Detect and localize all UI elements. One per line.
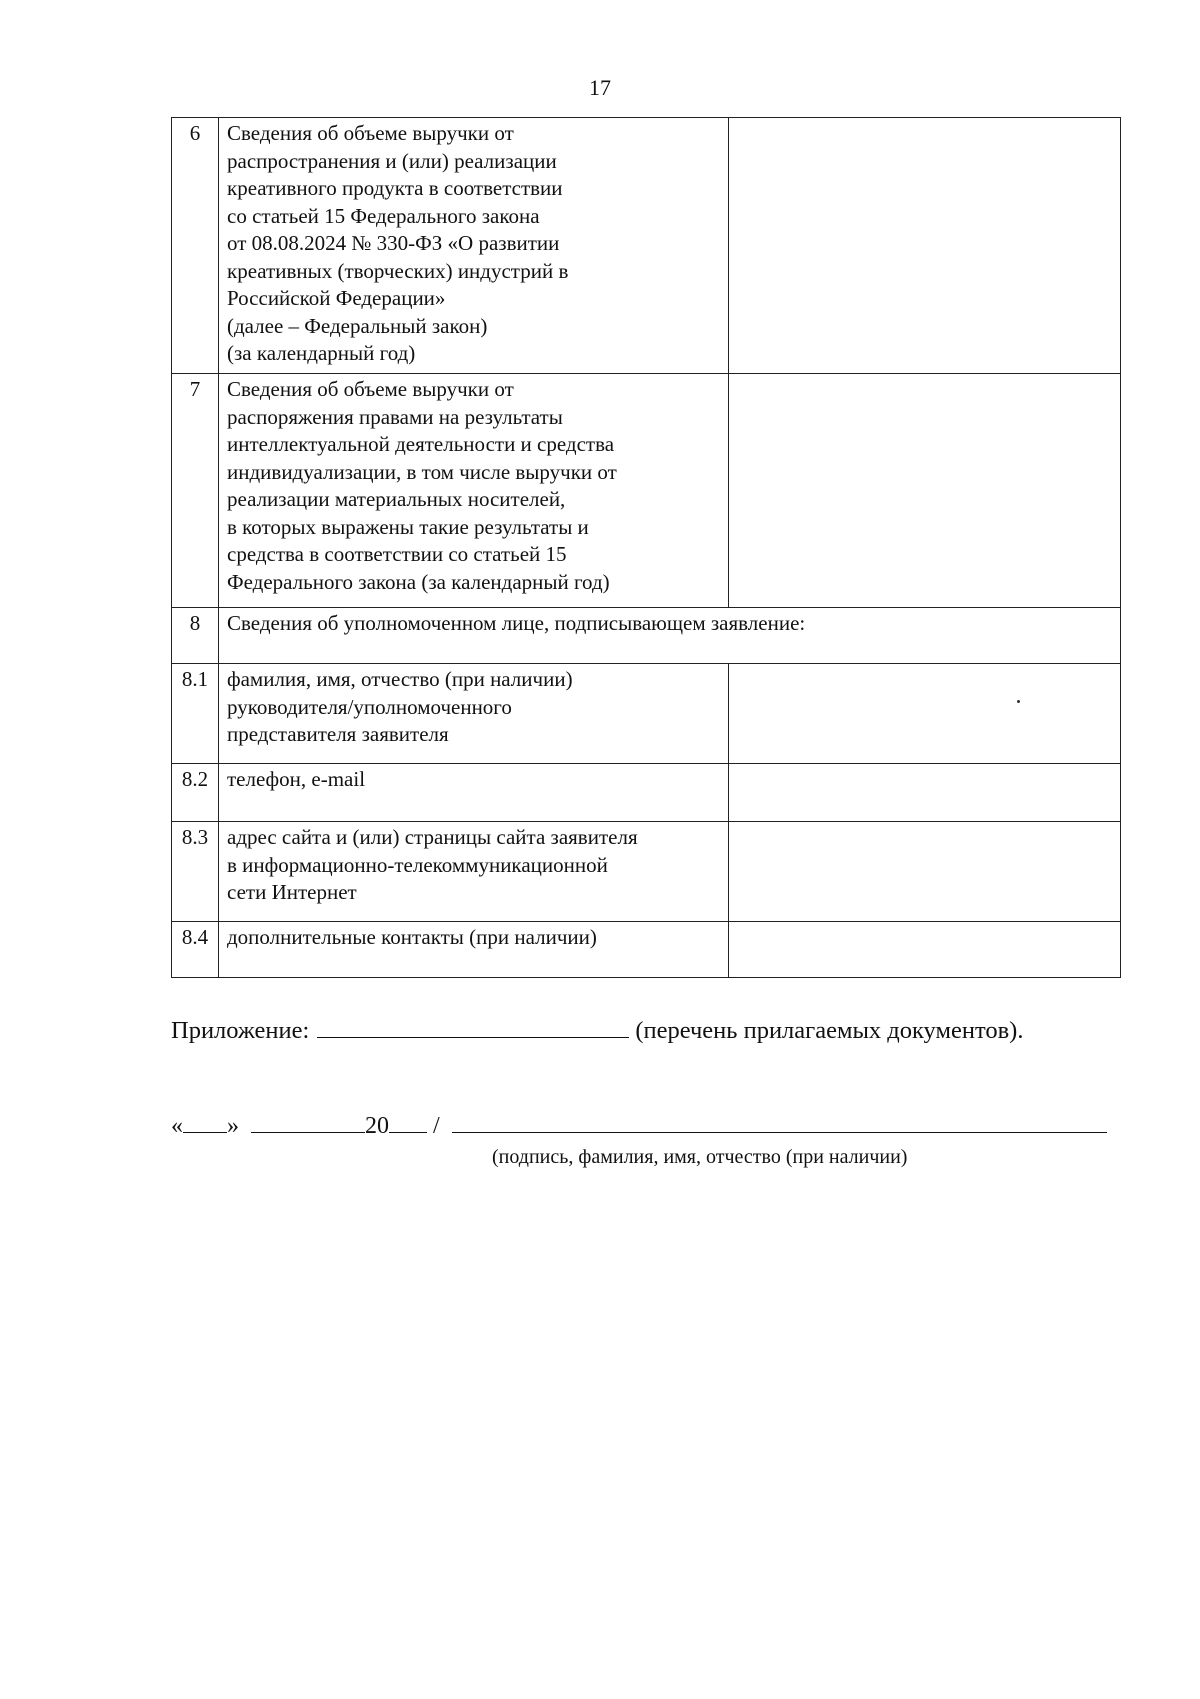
row-number: 6 bbox=[172, 118, 219, 374]
row-number: 8 bbox=[172, 608, 219, 664]
date-signature-line bbox=[171, 1110, 1131, 1141]
appendix-note: (перечень прилагаемых документов). bbox=[635, 1017, 1024, 1044]
appendix-line bbox=[171, 1013, 1131, 1047]
table-row-8-1 bbox=[172, 664, 1121, 764]
row-value-cell[interactable] bbox=[729, 118, 1121, 374]
row-value-cell[interactable] bbox=[729, 922, 1121, 978]
page-number: 17 bbox=[589, 75, 611, 100]
table-row-6 bbox=[172, 118, 1121, 374]
application-form-table bbox=[171, 117, 1121, 978]
table-row-8-2 bbox=[172, 764, 1121, 822]
stray-dot bbox=[1017, 700, 1020, 703]
close-quote: » bbox=[227, 1113, 239, 1139]
table-row-8-4 bbox=[172, 922, 1121, 978]
row-label: телефон, e-mail bbox=[219, 764, 729, 822]
year-blank-field[interactable] bbox=[389, 1110, 427, 1133]
table-row-8 bbox=[172, 608, 1121, 664]
row-value-cell[interactable] bbox=[729, 822, 1121, 922]
row-number: 8.1 bbox=[172, 664, 219, 764]
open-quote: « bbox=[171, 1113, 183, 1139]
slash-separator: / bbox=[433, 1113, 440, 1139]
row-value-cell[interactable] bbox=[729, 374, 1121, 608]
year-prefix: 20 bbox=[365, 1113, 389, 1139]
row-label: адрес сайта и (или) страницы сайта заявителя в информационно-телекоммуникационной сети Интернет bbox=[219, 822, 729, 922]
day-blank-field[interactable] bbox=[183, 1110, 227, 1133]
row-number: 8.2 bbox=[172, 764, 219, 822]
table-row-7 bbox=[172, 374, 1121, 608]
row-label: Сведения об объеме выручки от распространения и (или) реализации креативного продукта в соответствии со статьей 15 Федерального закона от 08.08.2024 № 330-ФЗ «О развитии креативных (творческих) индустрий в Российской Федерации» (далее – Федеральный закон) (за календарный год) bbox=[219, 118, 729, 374]
month-blank-field[interactable] bbox=[251, 1110, 365, 1133]
row-label: Сведения об объеме выручки от распоряжения правами на результаты интеллектуальной деятельности и средства индивидуализации, в том числе выручки от реализации материальных носителей, в которых выражены такие результаты и средства в соответствии со статьей 15 Федерального закона (за календарный год) bbox=[219, 374, 729, 608]
row-label: дополнительные контакты (при наличии) bbox=[219, 922, 729, 978]
appendix-label: Приложение: bbox=[171, 1017, 310, 1044]
signature-caption: (подпись, фамилия, имя, отчество (при наличии) bbox=[492, 1146, 908, 1168]
signature-blank-field[interactable] bbox=[452, 1110, 1107, 1133]
row-number: 8.3 bbox=[172, 822, 219, 922]
row-number: 7 bbox=[172, 374, 219, 608]
row-value-cell[interactable] bbox=[729, 764, 1121, 822]
table-row-8-3 bbox=[172, 822, 1121, 922]
section-heading: Сведения об уполномоченном лице, подписывающем заявление: bbox=[219, 608, 1121, 664]
row-value-cell[interactable] bbox=[729, 664, 1121, 764]
appendix-blank-field[interactable] bbox=[317, 1013, 629, 1038]
row-label: фамилия, имя, отчество (при наличии) руководителя/уполномоченного представителя заявителя bbox=[219, 664, 729, 764]
row-number: 8.4 bbox=[172, 922, 219, 978]
